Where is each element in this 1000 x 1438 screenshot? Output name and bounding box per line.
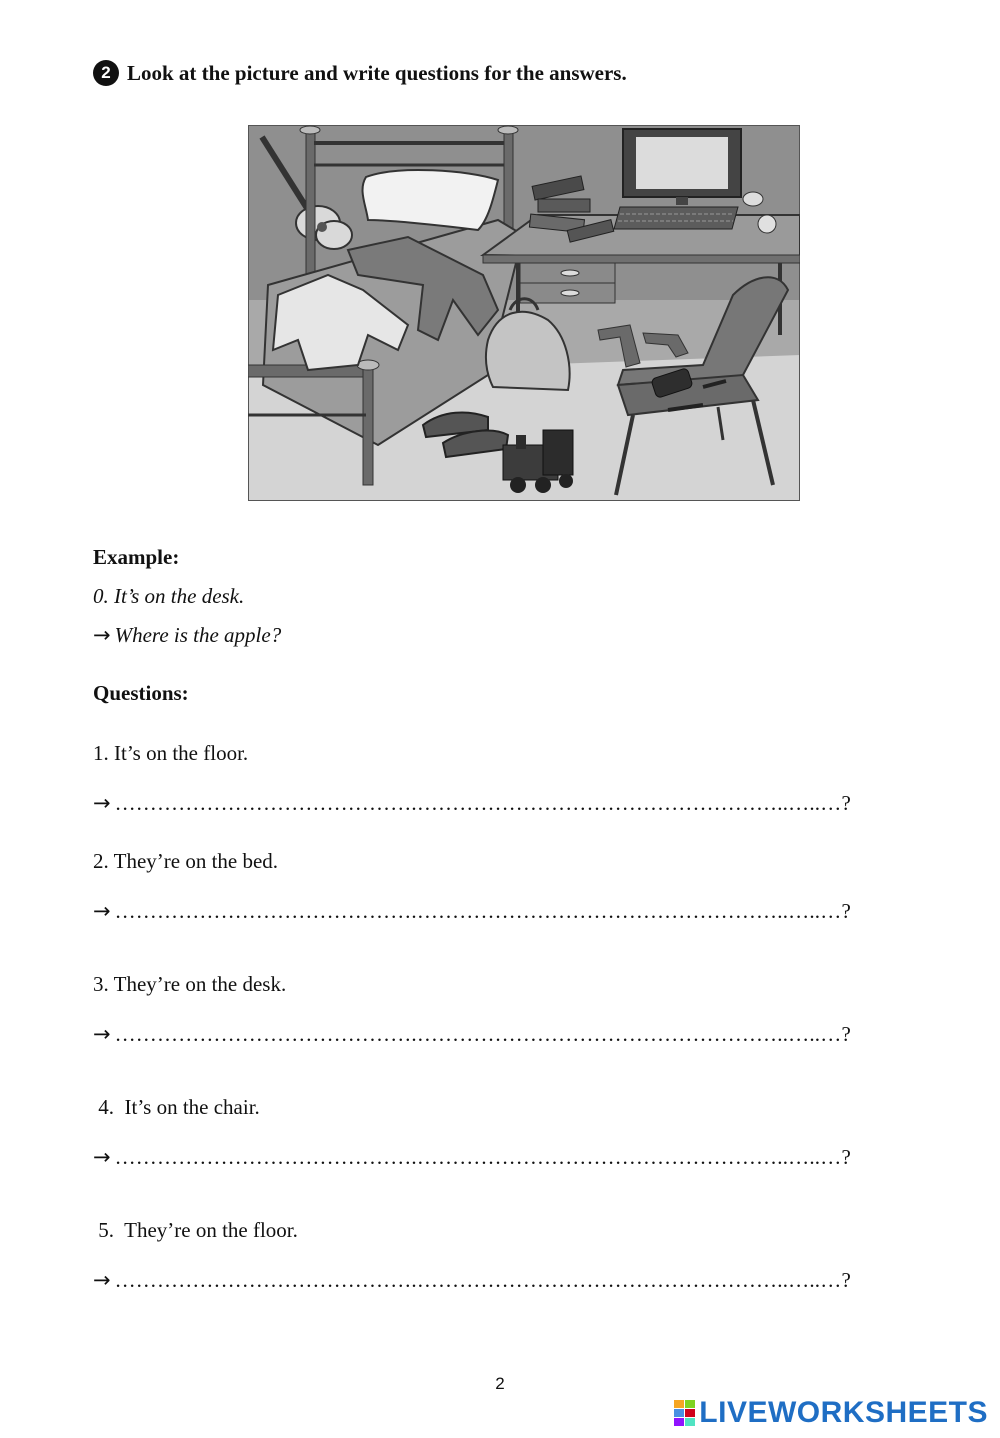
page-number: 2 <box>495 1374 505 1393</box>
example-label: Example: <box>93 545 180 569</box>
question-response-row-1[interactable] <box>93 791 851 816</box>
exercise-instruction: Look at the picture and write questions for the answers. <box>127 60 627 85</box>
brand-name: LIVEWORKSHEETS <box>699 1396 988 1429</box>
answer-blank[interactable]: …………………………………….……………………………………………..…..… <box>114 1022 842 1046</box>
answer-blank[interactable]: …………………………………….……………………………………………..…..… <box>114 791 842 815</box>
question-response-row-3[interactable] <box>93 1022 851 1047</box>
question-mark: ? <box>841 1268 851 1292</box>
example-question: Where is the apple? <box>114 623 282 647</box>
question-answer-2: 2. They’re on the bed. <box>93 849 279 873</box>
example-answer: 0. It’s on the desk. <box>93 584 245 608</box>
question-mark: ? <box>841 791 851 815</box>
question-response-row-5[interactable] <box>93 1268 851 1293</box>
arrow-icon: → <box>93 1268 111 1292</box>
question-response-row-4[interactable] <box>93 1145 851 1170</box>
question-answer-4: 4. It’s on the chair. <box>93 1095 260 1119</box>
question-answer-3: 3. They’re on the desk. <box>93 972 287 996</box>
answer-blank[interactable]: …………………………………….……………………………………………..…..… <box>114 899 842 923</box>
question-answer-5: 5. They’re on the floor. <box>93 1218 298 1242</box>
exercise-heading <box>93 60 627 86</box>
arrow-icon: → <box>93 623 111 647</box>
arrow-icon: → <box>93 791 111 815</box>
example-question-row <box>93 623 281 648</box>
liveworksheets-brand[interactable] <box>674 1396 988 1430</box>
question-mark: ? <box>841 899 851 923</box>
answer-blank[interactable]: …………………………………….……………………………………………..…..… <box>114 1145 842 1169</box>
question-mark: ? <box>841 1145 851 1169</box>
apple <box>758 215 776 233</box>
question-answer-1: 1. It’s on the floor. <box>93 741 249 765</box>
arrow-icon: → <box>93 1022 111 1046</box>
question-response-row-2[interactable] <box>93 899 851 924</box>
arrow-icon: → <box>93 1145 111 1169</box>
question-mark: ? <box>841 1022 851 1046</box>
liveworksheets-logo-icon <box>674 1400 696 1426</box>
questions-label: Questions: <box>93 681 189 705</box>
arrow-icon: → <box>93 899 111 923</box>
exercise-number-badge: 2 <box>93 60 119 86</box>
answer-blank[interactable]: …………………………………….……………………………………………..…..… <box>114 1268 842 1292</box>
bedroom-illustration <box>248 125 800 501</box>
